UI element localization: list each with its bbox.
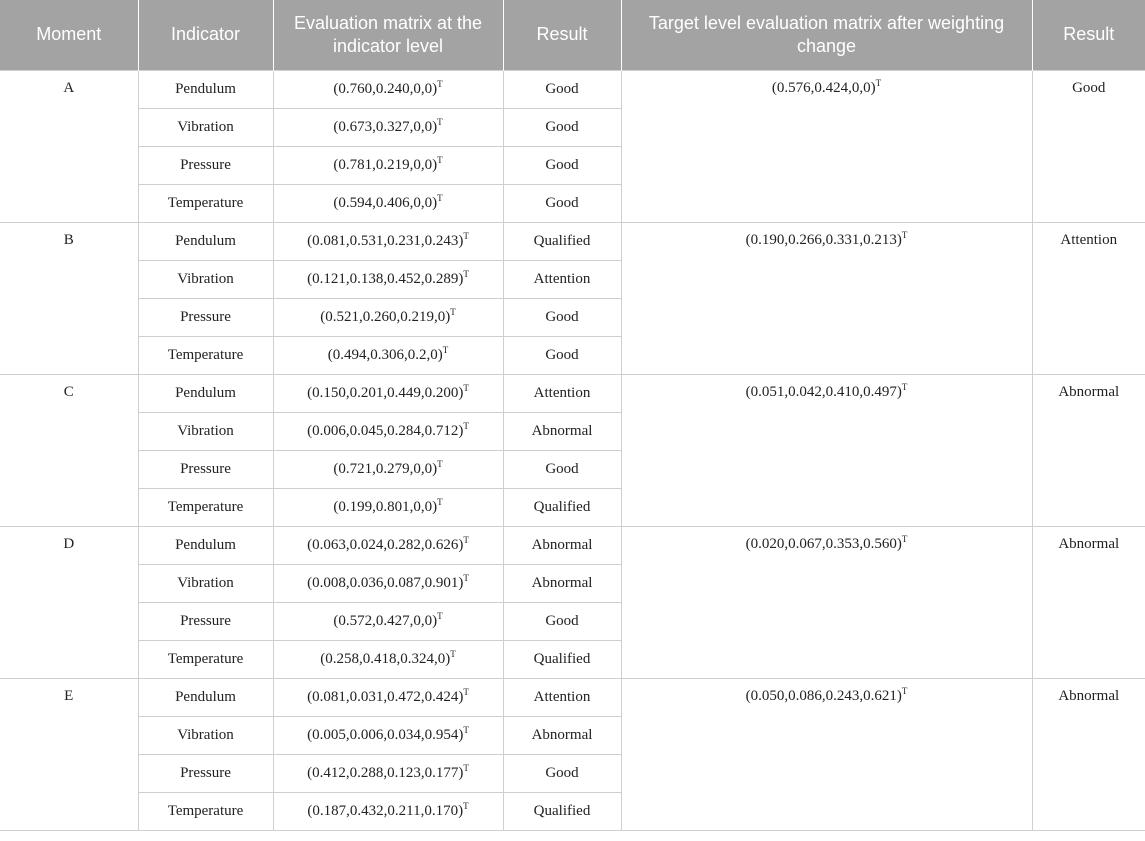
moment-cell: E: [0, 678, 138, 830]
indicator-cell: Vibration: [138, 260, 273, 298]
target-matrix-cell-value: (0.050,0.086,0.243,0.621): [745, 687, 902, 704]
indicator-cell: Pressure: [138, 298, 273, 336]
indicator-matrix-cell: [273, 146, 503, 184]
transpose-mark: T: [437, 496, 443, 507]
target-result-cell: Abnormal: [1032, 678, 1145, 830]
transpose-mark: T: [442, 344, 449, 355]
header-indicator: Indicator: [138, 0, 273, 70]
result-cell: Attention: [503, 678, 621, 716]
indicator-matrix-cell: [273, 108, 503, 146]
transpose-mark: T: [463, 382, 469, 393]
result-cell: Attention: [503, 260, 621, 298]
transpose-mark: T: [437, 458, 443, 469]
header-target-matrix: Target level evaluation matrix after weighting change: [621, 0, 1032, 70]
indicator-cell: Pendulum: [138, 70, 273, 108]
target-matrix-cell-value: (0.051,0.042,0.410,0.497): [745, 383, 902, 400]
header-row: [0, 0, 1145, 70]
indicator-cell: Pendulum: [138, 678, 273, 716]
result-cell: Good: [503, 336, 621, 374]
result-cell: Abnormal: [503, 564, 621, 602]
transpose-mark: T: [437, 610, 443, 621]
indicator-matrix-cell-value: (0.594,0.406,0,0): [333, 194, 438, 211]
target-result-cell: Abnormal: [1032, 526, 1145, 678]
moment-cell: B: [0, 222, 138, 374]
transpose-mark: T: [437, 116, 443, 127]
indicator-matrix-cell-value: (0.008,0.036,0.087,0.901): [307, 574, 464, 591]
indicator-matrix-cell-value: (0.063,0.024,0.282,0.626): [307, 536, 464, 553]
indicator-matrix-cell: [273, 412, 503, 450]
indicator-matrix-cell-value: (0.760,0.240,0,0): [333, 80, 438, 97]
target-matrix-cell: [621, 70, 1032, 222]
indicator-matrix-cell-value: (0.494,0.306,0.2,0): [327, 346, 443, 363]
transpose-mark: T: [463, 534, 469, 545]
indicator-matrix-cell: [273, 716, 503, 754]
indicator-matrix-cell: [273, 222, 503, 260]
indicator-matrix-cell-value: (0.412,0.288,0.123,0.177): [307, 764, 464, 781]
indicator-matrix-cell-value: (0.572,0.427,0,0): [333, 612, 438, 629]
result-cell: Good: [503, 298, 621, 336]
moment-cell: A: [0, 70, 138, 222]
indicator-matrix-cell: [273, 336, 503, 374]
header-result: Result: [503, 0, 621, 70]
target-matrix-cell: [621, 222, 1032, 374]
transpose-mark: T: [463, 230, 469, 241]
indicator-matrix-cell-value: (0.199,0.801,0,0): [333, 498, 438, 515]
indicator-cell: Temperature: [138, 488, 273, 526]
result-cell: Good: [503, 754, 621, 792]
result-cell: Good: [503, 70, 621, 108]
transpose-mark: T: [463, 800, 469, 811]
indicator-cell: Temperature: [138, 184, 273, 222]
indicator-cell: Pressure: [138, 602, 273, 640]
indicator-matrix-cell: [273, 678, 503, 716]
indicator-matrix-cell-value: (0.150,0.201,0.449,0.200): [307, 384, 464, 401]
table-row: [0, 374, 1145, 412]
indicator-cell: Pendulum: [138, 222, 273, 260]
transpose-mark: T: [463, 762, 469, 773]
transpose-mark: T: [463, 420, 469, 431]
transpose-mark: T: [463, 268, 469, 279]
result-cell: Good: [503, 146, 621, 184]
target-matrix-cell-value: (0.020,0.067,0.353,0.560): [745, 535, 902, 552]
target-matrix-cell: [621, 526, 1032, 678]
indicator-cell: Pressure: [138, 450, 273, 488]
indicator-matrix-cell: [273, 184, 503, 222]
indicator-cell: Pendulum: [138, 526, 273, 564]
indicator-matrix-cell: [273, 792, 503, 830]
table-row: [0, 70, 1145, 108]
result-cell: Qualified: [503, 222, 621, 260]
indicator-matrix-cell: [273, 564, 503, 602]
transpose-mark: T: [901, 533, 908, 544]
transpose-mark: T: [463, 572, 469, 583]
transpose-mark: T: [901, 685, 908, 696]
target-matrix-cell-value: (0.576,0.424,0,0): [771, 79, 876, 96]
moment-cell: C: [0, 374, 138, 526]
indicator-matrix-cell-value: (0.005,0.006,0.034,0.954): [307, 726, 464, 743]
target-result-cell: Attention: [1032, 222, 1145, 374]
target-matrix-cell: [621, 374, 1032, 526]
transpose-mark: T: [901, 381, 908, 392]
indicator-matrix-cell: [273, 450, 503, 488]
indicator-matrix-cell-value: (0.521,0.260,0.219,0): [320, 308, 451, 325]
indicator-cell: Pendulum: [138, 374, 273, 412]
indicator-cell: Temperature: [138, 792, 273, 830]
header-target-result: Result: [1032, 0, 1145, 70]
indicator-matrix-cell-value: (0.006,0.045,0.284,0.712): [307, 422, 464, 439]
result-cell: Qualified: [503, 640, 621, 678]
transpose-mark: T: [901, 229, 908, 240]
indicator-matrix-cell-value: (0.081,0.531,0.231,0.243): [307, 232, 464, 249]
result-cell: Qualified: [503, 792, 621, 830]
indicator-matrix-cell-value: (0.721,0.279,0,0): [333, 460, 438, 477]
indicator-matrix-cell: [273, 640, 503, 678]
indicator-matrix-cell: [273, 488, 503, 526]
result-cell: Good: [503, 450, 621, 488]
indicator-matrix-cell: [273, 260, 503, 298]
indicator-cell: Temperature: [138, 336, 273, 374]
indicator-matrix-cell: [273, 754, 503, 792]
result-cell: Good: [503, 184, 621, 222]
transpose-mark: T: [437, 78, 443, 89]
indicator-matrix-cell: [273, 602, 503, 640]
indicator-matrix-cell-value: (0.673,0.327,0,0): [333, 118, 438, 135]
transpose-mark: T: [875, 77, 882, 88]
transpose-mark: T: [437, 192, 443, 203]
moment-cell: D: [0, 526, 138, 678]
result-cell: Attention: [503, 374, 621, 412]
indicator-cell: Vibration: [138, 716, 273, 754]
indicator-matrix-cell-value: (0.081,0.031,0.472,0.424): [307, 688, 464, 705]
transpose-mark: T: [437, 154, 443, 165]
target-matrix-cell-value: (0.190,0.266,0.331,0.213): [745, 231, 902, 248]
indicator-matrix-cell-value: (0.781,0.219,0,0): [333, 156, 438, 173]
indicator-cell: Pressure: [138, 146, 273, 184]
indicator-matrix-cell: [273, 526, 503, 564]
result-cell: Good: [503, 108, 621, 146]
indicator-cell: Pressure: [138, 754, 273, 792]
indicator-matrix-cell-value: (0.121,0.138,0.452,0.289): [307, 270, 464, 287]
indicator-cell: Vibration: [138, 564, 273, 602]
transpose-mark: T: [450, 306, 456, 317]
indicator-cell: Vibration: [138, 412, 273, 450]
indicator-matrix-cell: [273, 298, 503, 336]
indicator-matrix-cell: [273, 70, 503, 108]
transpose-mark: T: [463, 686, 469, 697]
transpose-mark: T: [463, 724, 469, 735]
indicator-matrix-cell-value: (0.187,0.432,0.211,0.170): [307, 802, 464, 819]
target-matrix-cell: [621, 678, 1032, 830]
table-body: [0, 70, 1145, 830]
target-result-cell: Good: [1032, 70, 1145, 222]
table-row: [0, 222, 1145, 260]
header-moment: Moment: [0, 0, 138, 70]
result-cell: Good: [503, 602, 621, 640]
indicator-cell: Vibration: [138, 108, 273, 146]
result-cell: Abnormal: [503, 716, 621, 754]
result-cell: Abnormal: [503, 526, 621, 564]
result-cell: Qualified: [503, 488, 621, 526]
table-row: [0, 678, 1145, 716]
indicator-matrix-cell-value: (0.258,0.418,0.324,0): [320, 650, 451, 667]
transpose-mark: T: [450, 648, 456, 659]
header-indicator-matrix: Evaluation matrix at the indicator level: [273, 0, 503, 70]
indicator-cell: Temperature: [138, 640, 273, 678]
indicator-matrix-cell: [273, 374, 503, 412]
target-result-cell: Abnormal: [1032, 374, 1145, 526]
result-cell: Abnormal: [503, 412, 621, 450]
table-row: [0, 526, 1145, 564]
